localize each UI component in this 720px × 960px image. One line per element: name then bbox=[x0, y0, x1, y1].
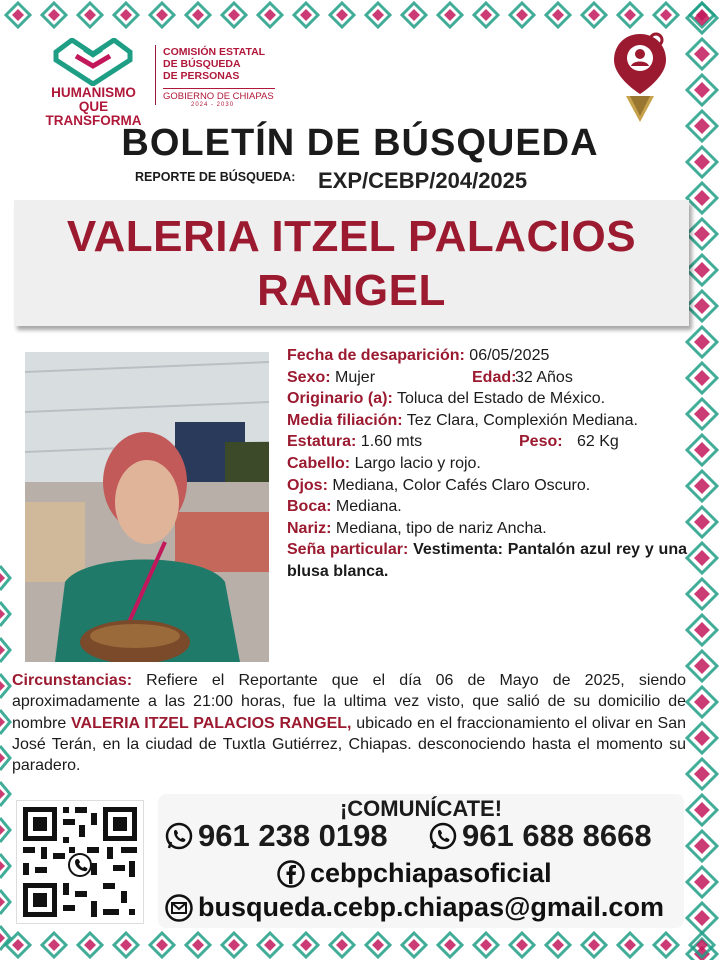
age-label: Edad: bbox=[472, 368, 517, 386]
date-value: 06/05/2025 bbox=[464, 347, 550, 364]
government-name: GOBIERNO DE CHIAPAS bbox=[163, 88, 275, 102]
detail-features bbox=[287, 410, 687, 432]
decorative-border-top bbox=[0, 0, 720, 30]
facebook-handle: cebpchiapasoficial bbox=[310, 858, 552, 888]
phone-2[interactable] bbox=[428, 818, 652, 854]
email-link[interactable] bbox=[164, 892, 664, 923]
decorative-border-bottom bbox=[0, 930, 720, 960]
origin-value: Toluca del Estado de México. bbox=[392, 390, 606, 408]
org-line1: COMISIÓN ESTATAL bbox=[163, 46, 266, 58]
report-number: EXP/CEBP/204/2025 bbox=[318, 168, 528, 193]
hair-label: Cabello: bbox=[287, 454, 351, 472]
detail-hair bbox=[287, 453, 687, 475]
mark-value: Vestimenta: Pantalón azul rey y una blusa blanca. bbox=[287, 541, 687, 580]
weight-value: 62 Kg bbox=[577, 433, 619, 451]
person-details bbox=[287, 345, 687, 583]
mouth-value: Mediana. bbox=[331, 498, 402, 516]
whatsapp-icon bbox=[428, 821, 458, 851]
phone-1[interactable] bbox=[164, 818, 388, 854]
government-years: 2024 - 2030 bbox=[191, 102, 235, 108]
humanismo-logo bbox=[36, 38, 151, 128]
weight-label: Peso: bbox=[519, 433, 563, 451]
email-icon bbox=[164, 893, 194, 923]
age-value: 32 Años bbox=[515, 368, 573, 386]
report-label: REPORTE DE BÚSQUEDA: bbox=[135, 170, 296, 184]
sex-value: Mujer bbox=[330, 368, 376, 386]
heart-logo-icon bbox=[46, 38, 141, 86]
circumstances-text1: Refiere el Reportante que el día 06 de Mayo de 2025, siendo aproximadamente a las 21:00 horas, fue la ultima vez visto, que salió de su domicilio de nombre bbox=[12, 672, 686, 732]
nose-label: Nariz: bbox=[287, 519, 332, 537]
person-name-line1: VALERIA ITZEL PALACIOS bbox=[66, 212, 637, 261]
whatsapp-icon bbox=[164, 821, 194, 851]
circumstances-paragraph bbox=[12, 670, 686, 776]
email-address: busqueda.cebp.chiapas@gmail.com bbox=[198, 892, 664, 922]
commission-logo bbox=[163, 46, 283, 108]
height-value: 1.60 mts bbox=[356, 433, 423, 451]
phone-2-number: 961 688 8668 bbox=[462, 818, 652, 853]
features-value: Tez Clara, Complexión Mediana. bbox=[402, 411, 638, 429]
date-label: Fecha de desaparición: bbox=[287, 347, 465, 364]
header-divider bbox=[155, 45, 156, 105]
search-pin-logo-icon bbox=[612, 32, 668, 124]
detail-eyes bbox=[287, 475, 687, 497]
nose-value: Mediana, tipo de nariz Ancha. bbox=[331, 519, 547, 537]
detail-height-weight bbox=[287, 431, 687, 453]
person-name-line2: RANGEL bbox=[257, 266, 446, 315]
eyes-value: Mediana, Color Cafés Claro Oscuro. bbox=[327, 476, 591, 494]
org-line2: DE BÚSQUEDA bbox=[163, 58, 241, 70]
phone-1-number: 961 238 0198 bbox=[198, 818, 388, 853]
eyes-label: Ojos: bbox=[287, 476, 328, 494]
features-label: Media filiación: bbox=[287, 411, 403, 429]
hair-value: Largo lacio y rojo. bbox=[350, 454, 481, 472]
contact-box bbox=[158, 794, 684, 928]
contact-header: ¡COMUNÍCATE! bbox=[339, 796, 503, 821]
detail-sex-age bbox=[287, 367, 687, 389]
circumstances-label: Circunstancias: bbox=[12, 672, 133, 689]
detail-date bbox=[287, 345, 687, 367]
decorative-border-left bbox=[0, 560, 12, 960]
org-line3: DE PERSONAS bbox=[163, 70, 240, 82]
facebook-link[interactable] bbox=[276, 858, 552, 889]
logo-text-line2: TRANSFORMA bbox=[45, 113, 142, 128]
person-photo bbox=[25, 352, 269, 662]
person-name-band bbox=[14, 200, 689, 326]
detail-distinguishing-mark bbox=[287, 539, 687, 582]
qr-code[interactable] bbox=[16, 800, 144, 924]
detail-mouth bbox=[287, 496, 687, 518]
mark-label: Seña particular: bbox=[287, 541, 409, 559]
detail-nose bbox=[287, 518, 687, 540]
circumstances-text2: ubicado en el fraccionamiento el olivar en San José Terán, en la ciudad de Tuxtla Gutiérrez, Chiapas. desconociendo hasta el momento su paradero. bbox=[12, 714, 686, 775]
height-label: Estatura: bbox=[287, 433, 357, 451]
detail-origin bbox=[287, 388, 687, 410]
circumstances-person-name: VALERIA ITZEL PALACIOS RANGEL, bbox=[71, 714, 352, 732]
logo-text-line1: HUMANISMO QUE bbox=[51, 85, 136, 114]
sex-label: Sexo: bbox=[287, 368, 331, 386]
origin-label: Originario (a): bbox=[287, 390, 393, 408]
bulletin-title: BOLETÍN DE BÚSQUEDA bbox=[121, 122, 599, 164]
mouth-label: Boca: bbox=[287, 498, 332, 516]
facebook-icon bbox=[276, 859, 306, 889]
